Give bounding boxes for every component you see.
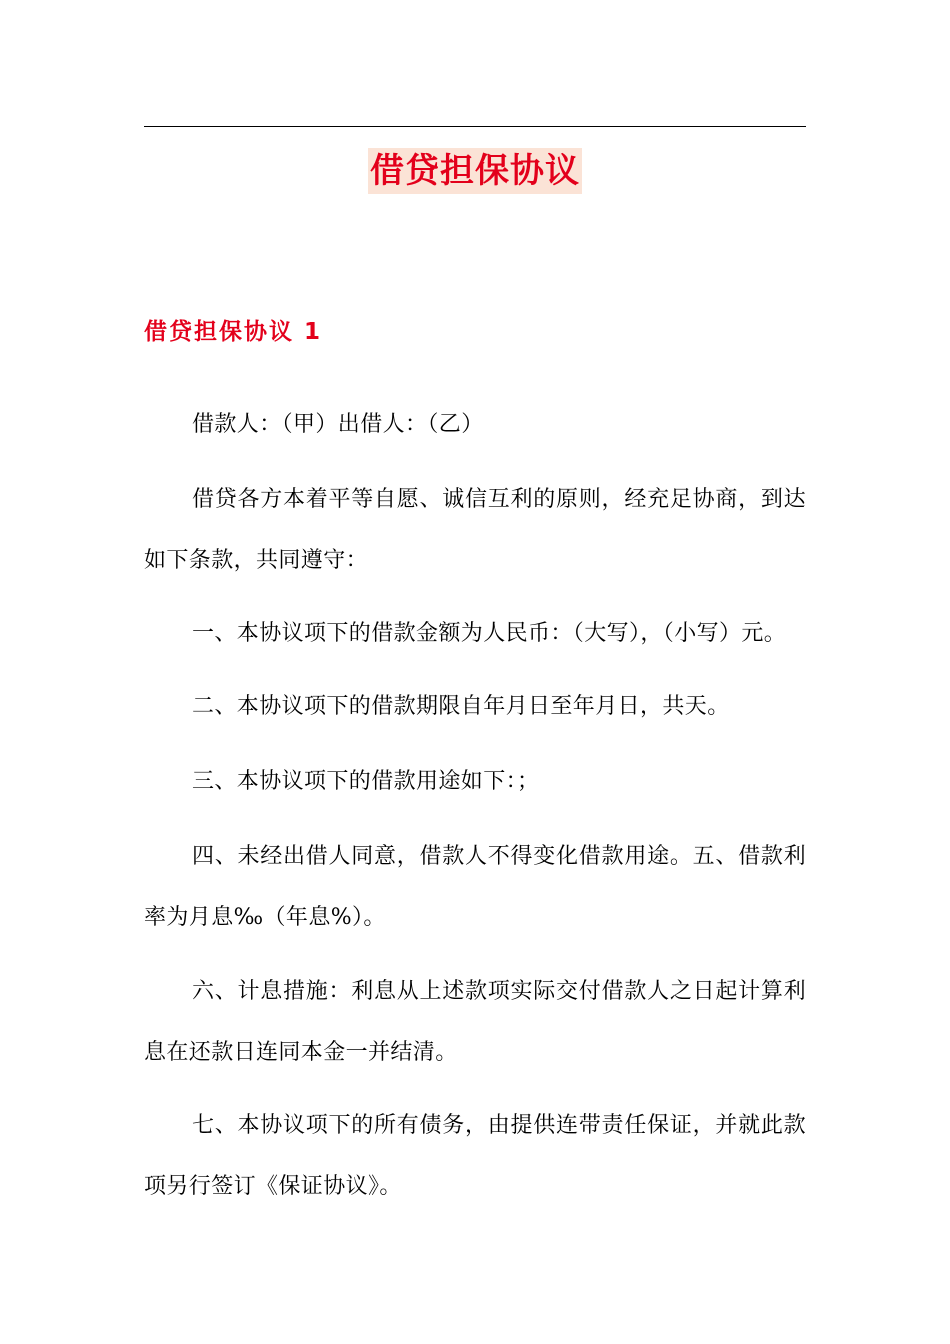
paragraph-clause-1: 一、本协议项下的借款金额为人民币：（大写），（小写）元。 <box>192 621 787 646</box>
paragraph-clause-6: 六、计息措施：利息从上述款项实际交付借款人之日起计算利息在还款日连同本金一并结清。 <box>144 979 806 1065</box>
paragraph-clause-2: 二、本协议项下的借款期限自年月日至年月日，共天。 <box>192 694 730 719</box>
section-heading: 借贷担保协议 1 <box>144 319 323 345</box>
paragraph-preamble: 借贷各方本着平等自愿、诚信互利的原则，经充足协商，到达如下条款，共同遵守： <box>144 487 806 573</box>
paragraph-clause-3: 三、本协议项下的借款用途如下：； <box>192 769 540 794</box>
paragraph-clause-4-5: 四、未经出借人同意，借款人不得变化借款用途。五、借款利率为月息‰（年息%）。 <box>144 844 806 930</box>
header-rule <box>144 126 806 127</box>
paragraph-clause-7: 七、本协议项下的所有债务，由提供连带责任保证，并就此款项另行签订《保证协议》。 <box>144 1113 806 1199</box>
document-title <box>0 148 950 194</box>
document-title-text: 借贷担保协议 <box>368 148 582 194</box>
paragraph-parties: 借款人：（甲）出借人：（乙） <box>192 412 484 437</box>
